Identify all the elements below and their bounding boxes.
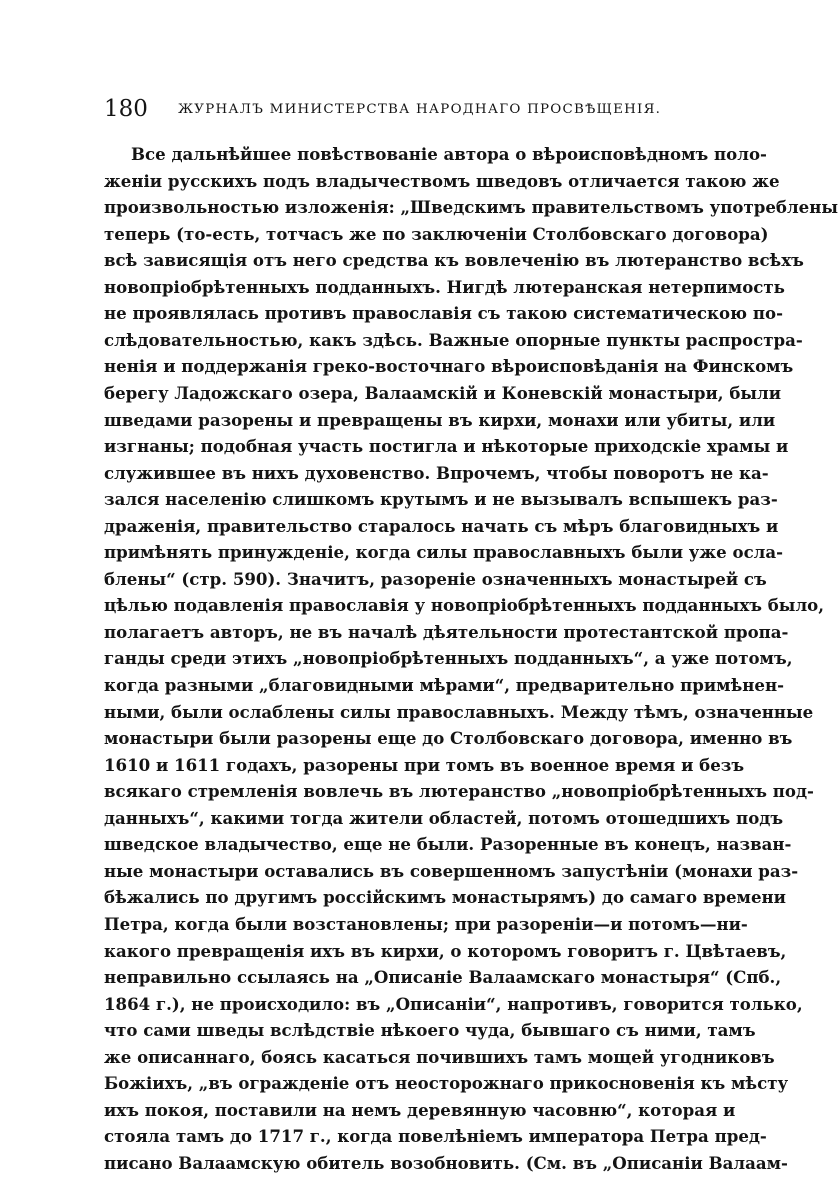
text-line: служившее въ нихъ духовенство. Впрочемъ, чтобы поворотъ не ка- — [104, 462, 769, 483]
text-line: примѣнять принужденіе, когда силы православныхъ были уже осла- — [104, 542, 784, 563]
text-line: стояла тамъ до 1717 г., когда повелѣніемъ императора Петра пред- — [104, 1126, 767, 1147]
text-line: какого превращенія ихъ въ кирхи, о которомъ говоритъ г. Цвѣтаевъ, — [104, 940, 787, 961]
text-line: Все дальнѣйшее повѣствованіе автора о вѣроисповѣдномъ поло- — [131, 144, 767, 164]
text-line: изгнаны; подобная участь постигла и нѣкоторые приходскіе храмы и — [104, 436, 789, 457]
text-line: бѣжались по другимъ россійскимъ монастырямъ) до самаго времени — [104, 887, 786, 908]
running-head: ЖУРНАЛЪ МИНИСТЕРСТВА НАРОДНАГО ПРОСВѢЩЕНІЯ. — [178, 102, 662, 117]
text-line: шведами разорены и превращены въ кирхи, монахи или убиты, или — [104, 409, 776, 430]
text-line: ными, были ослаблены силы православныхъ. Между тѣмъ, означенные — [104, 701, 814, 722]
text-line: полагаетъ авторъ, не въ началѣ дѣятельности протестантской пропа- — [104, 621, 789, 642]
page-header — [104, 94, 714, 124]
text-line: монастыри были разорены еще до Столбовскаго договора, именно въ — [104, 728, 793, 749]
text-line: данныхъ“, какими тогда жители областей, потомъ отошедшихъ подъ — [104, 807, 784, 828]
text-line: 1864 г.), не происходило: въ „Описаніи“, напротивъ, говорится только, — [104, 993, 803, 1014]
text-line: писано Валаамскую обитель возобновить. (См. въ „Описаніи Валаам- — [104, 1152, 788, 1173]
text-line: не проявлялась противъ православія съ такою систематическою по- — [104, 303, 783, 324]
text-line: же описаннаго, боясь касаться почившихъ тамъ мощей угодниковъ — [104, 1046, 775, 1067]
body-text — [104, 141, 838, 1173]
text-line: ные монастыри оставались въ совершенномъ запустѣніи (монахи раз- — [104, 860, 799, 881]
text-line: шведское владычество, еще не были. Разоренные въ конецъ, назван- — [104, 834, 792, 855]
text-line: произвольностью изложенія: „Шведскимъ правительствомъ употреблены — [104, 197, 838, 218]
text-line: женіи русскихъ подъ владычествомъ шведовъ отличается такою же — [104, 170, 780, 191]
text-line: цѣлью подавленія православія у новопріобрѣтенныхъ подданныхъ было, — [104, 595, 824, 616]
text-line: ганды среди этихъ „новопріобрѣтенныхъ подданныхъ“, а уже потомъ, — [104, 648, 793, 669]
text-line: неправильно ссылаясь на „Описаніе Валаамскаго монастыря“ (Спб., — [104, 967, 782, 988]
text-line: всѣ зависящія отъ него средства къ вовлеченію въ лютеранство всѣхъ — [104, 250, 804, 271]
text-line: ихъ покоя, поставили на немъ деревянную часовню“, которая и — [104, 1099, 736, 1120]
text-line: берегу Ладожскаго озера, Валаамскій и Коневскій монастыри, были — [104, 382, 782, 403]
text-line: блены“ (стр. 590). Значитъ, разореніе означенныхъ монастырей съ — [104, 568, 767, 589]
text-line: всякаго стремленія вовлечь въ лютеранство „новопріобрѣтенныхъ под- — [104, 781, 814, 802]
text-line: Божіихъ, „въ огражденіе отъ неосторожнаго прикосновенія къ мѣсту — [104, 1073, 789, 1094]
text-line: когда разными „благовидными мѣрами“, предварительно примѣнен- — [104, 675, 784, 695]
text-line: зался населенію слишкомъ крутымъ и не вызывалъ вспышекъ раз- — [104, 489, 778, 510]
text-line: драженія, правительство старалось начать съ мѣръ благовидныхъ и — [104, 515, 779, 536]
text-line: 1610 и 1611 годахъ, разорены при томъ въ военное время и безъ — [104, 754, 745, 775]
text-line: новопріобрѣтенныхъ подданныхъ. Нигдѣ лютеранская нетерпимость — [104, 276, 785, 297]
text-line: слѣдовательностью, какъ здѣсь. Важные опорные пункты распростра- — [104, 329, 803, 350]
page-number: 180 — [104, 96, 148, 122]
text-line: теперь (то-есть, тотчасъ же по заключеніи Столбовскаго договора) — [104, 223, 769, 244]
text-line: что сами шведы вслѣдствіе нѣкоего чуда, бывшаго съ ними, тамъ — [104, 1020, 756, 1041]
text-line: ненія и поддержанія греко-восточнаго вѣроисповѣданія на Финскомъ — [104, 356, 794, 377]
text-line: Петра, когда были возстановлены; при разореніи—и потомъ—ни- — [104, 913, 748, 934]
